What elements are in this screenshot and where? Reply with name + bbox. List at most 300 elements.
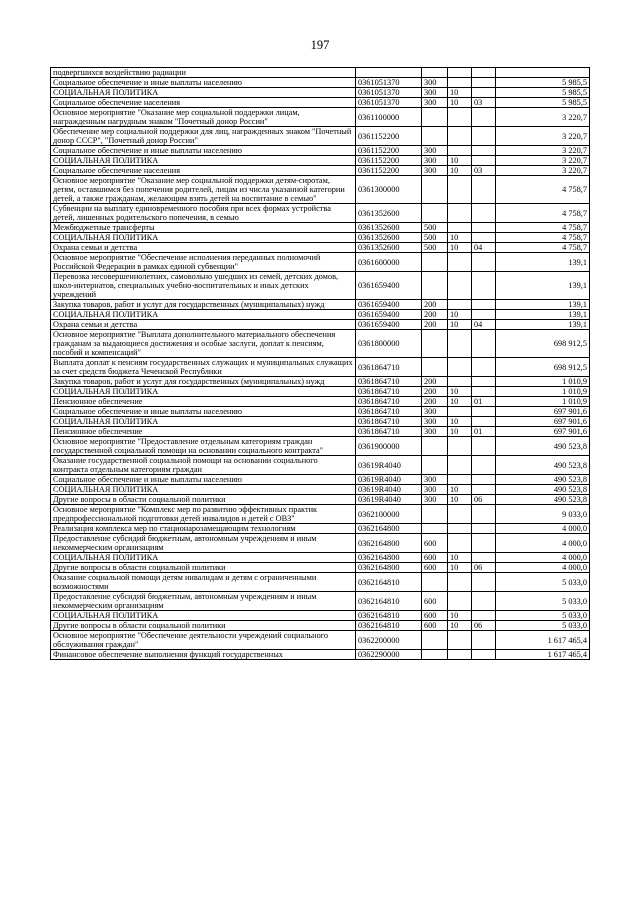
table-row	[51, 243, 590, 253]
row-name-cell: Охрана семьи и детства	[51, 243, 356, 253]
row-section-cell	[448, 456, 472, 475]
row-name-cell: Выплата доплат к пенсиям государственных служащих и муниципальных служащих за счет средств бюджета Чеченской Республики	[51, 358, 356, 377]
table-row	[51, 204, 590, 223]
table-row	[51, 377, 590, 387]
row-amount-cell: 1 617 465,4	[496, 650, 590, 660]
row-section-cell	[448, 330, 472, 358]
row-expense-type-cell	[422, 108, 448, 127]
row-expense-type-cell	[422, 437, 448, 456]
table-row	[51, 427, 590, 437]
row-code-cell: 0361864710	[356, 358, 422, 377]
row-amount-cell: 3 220,7	[496, 156, 590, 166]
row-expense-type-cell	[422, 573, 448, 592]
row-name-cell: Основное мероприятие "Обеспечение деятельности учреждений социального обслуживания граждан"	[51, 631, 356, 650]
row-code-cell: 0362290000	[356, 650, 422, 660]
table-row	[51, 330, 590, 358]
row-expense-type-cell	[422, 456, 448, 475]
row-expense-type-cell	[422, 272, 448, 300]
row-name-cell: СОЦИАЛЬНАЯ ПОЛИТИКА	[51, 387, 356, 397]
row-subsection-cell	[472, 108, 496, 127]
table-row	[51, 98, 590, 108]
row-code-cell: 0362100000	[356, 505, 422, 524]
row-code-cell: 0361864710	[356, 417, 422, 427]
row-amount-cell: 1 010,9	[496, 377, 590, 387]
row-section-cell	[448, 146, 472, 156]
row-subsection-cell	[472, 310, 496, 320]
row-subsection-cell	[472, 417, 496, 427]
row-subsection-cell	[472, 78, 496, 88]
table-row	[51, 166, 590, 176]
row-section-cell	[448, 223, 472, 233]
row-name-cell: Межбюджетные трансферты	[51, 223, 356, 233]
row-expense-type-cell: 300	[422, 485, 448, 495]
table-row	[51, 68, 590, 78]
table-row	[51, 621, 590, 631]
row-expense-type-cell: 200	[422, 320, 448, 330]
row-section-cell	[448, 204, 472, 223]
row-code-cell: 0361152200	[356, 156, 422, 166]
row-name-cell: Социальное обеспечение населения	[51, 98, 356, 108]
table-row	[51, 253, 590, 272]
row-subsection-cell	[472, 611, 496, 621]
row-expense-type-cell: 300	[422, 495, 448, 505]
row-amount-cell: 698 912,5	[496, 358, 590, 377]
row-expense-type-cell: 200	[422, 397, 448, 407]
row-name-cell: Основное мероприятие "Комплекс мер по развитию эффективных практик предпрофессиональной подготовки детей инвалидов и детей с ОВЗ"	[51, 505, 356, 524]
row-subsection-cell	[472, 358, 496, 377]
row-subsection-cell	[472, 156, 496, 166]
row-code-cell: 0361864710	[356, 387, 422, 397]
table-row	[51, 534, 590, 553]
row-name-cell: Другие вопросы в области социальной политики	[51, 563, 356, 573]
row-name-cell: СОЦИАЛЬНАЯ ПОЛИТИКА	[51, 233, 356, 243]
row-expense-type-cell: 300	[422, 407, 448, 417]
row-amount-cell: 139,1	[496, 310, 590, 320]
row-subsection-cell: 04	[472, 243, 496, 253]
table-row	[51, 78, 590, 88]
table-row	[51, 146, 590, 156]
row-amount-cell: 1 010,9	[496, 397, 590, 407]
table-row	[51, 456, 590, 475]
row-expense-type-cell: 600	[422, 553, 448, 563]
row-section-cell: 10	[448, 98, 472, 108]
row-code-cell: 03619R4040	[356, 475, 422, 485]
row-expense-type-cell	[422, 253, 448, 272]
row-section-cell: 10	[448, 88, 472, 98]
row-section-cell: 10	[448, 320, 472, 330]
row-subsection-cell	[472, 485, 496, 495]
row-name-cell: Пенсионное обеспечение	[51, 427, 356, 437]
row-name-cell: СОЦИАЛЬНАЯ ПОЛИТИКА	[51, 553, 356, 563]
table-row	[51, 176, 590, 204]
row-expense-type-cell: 300	[422, 156, 448, 166]
row-section-cell: 10	[448, 233, 472, 243]
row-subsection-cell	[472, 475, 496, 485]
row-expense-type-cell: 300	[422, 88, 448, 98]
row-subsection-cell	[472, 650, 496, 660]
row-amount-cell: 4 758,7	[496, 223, 590, 233]
table-row	[51, 156, 590, 166]
row-name-cell: СОЦИАЛЬНАЯ ПОЛИТИКА	[51, 611, 356, 621]
row-code-cell: 0361659400	[356, 300, 422, 310]
row-amount-cell: 4 758,7	[496, 243, 590, 253]
row-amount-cell: 697 901,6	[496, 407, 590, 417]
row-section-cell	[448, 68, 472, 78]
table-row	[51, 127, 590, 146]
row-expense-type-cell: 500	[422, 223, 448, 233]
row-amount-cell: 4 758,7	[496, 176, 590, 204]
row-amount-cell: 5 033,0	[496, 592, 590, 611]
table-row	[51, 108, 590, 127]
row-subsection-cell	[472, 534, 496, 553]
row-expense-type-cell	[422, 631, 448, 650]
row-expense-type-cell: 200	[422, 387, 448, 397]
row-expense-type-cell: 300	[422, 475, 448, 485]
table-row	[51, 417, 590, 427]
row-expense-type-cell	[422, 524, 448, 534]
row-code-cell: 0361659400	[356, 310, 422, 320]
row-section-cell	[448, 505, 472, 524]
row-name-cell: Предоставление субсидий бюджетным, автономным учреждениям и иным некоммерческим организациям	[51, 534, 356, 553]
row-expense-type-cell	[422, 127, 448, 146]
row-section-cell	[448, 573, 472, 592]
row-subsection-cell	[472, 553, 496, 563]
row-section-cell: 10	[448, 563, 472, 573]
row-section-cell	[448, 78, 472, 88]
row-amount-cell: 3 220,7	[496, 108, 590, 127]
row-subsection-cell	[472, 253, 496, 272]
row-expense-type-cell: 500	[422, 243, 448, 253]
row-amount-cell: 3 220,7	[496, 127, 590, 146]
row-subsection-cell	[472, 127, 496, 146]
row-amount-cell: 490 523,8	[496, 456, 590, 475]
row-expense-type-cell: 600	[422, 534, 448, 553]
row-code-cell: 0362164810	[356, 573, 422, 592]
row-section-cell	[448, 377, 472, 387]
row-section-cell: 10	[448, 427, 472, 437]
row-amount-cell: 698 912,5	[496, 330, 590, 358]
row-amount-cell: 490 523,8	[496, 437, 590, 456]
row-expense-type-cell	[422, 330, 448, 358]
table-row	[51, 611, 590, 621]
table-row	[51, 387, 590, 397]
row-code-cell: 0361659400	[356, 272, 422, 300]
row-subsection-cell	[472, 524, 496, 534]
row-amount-cell: 5 033,0	[496, 621, 590, 631]
row-amount-cell: 1 010,9	[496, 387, 590, 397]
table-row	[51, 397, 590, 407]
row-subsection-cell	[472, 437, 496, 456]
row-subsection-cell	[472, 223, 496, 233]
row-name-cell: подвергшихся воздействию радиации	[51, 68, 356, 78]
row-code-cell: 0361800000	[356, 330, 422, 358]
row-code-cell: 03619R4040	[356, 485, 422, 495]
row-name-cell: Закупка товаров, работ и услуг для государственных (муниципальных) нужд	[51, 377, 356, 387]
row-code-cell: 0361659400	[356, 320, 422, 330]
row-subsection-cell	[472, 456, 496, 475]
row-section-cell	[448, 650, 472, 660]
row-code-cell: 0362164810	[356, 611, 422, 621]
row-name-cell: Социальное обеспечение и иные выплаты населению	[51, 475, 356, 485]
table-row	[51, 563, 590, 573]
row-subsection-cell	[472, 272, 496, 300]
row-name-cell: Пенсионное обеспечение	[51, 397, 356, 407]
row-code-cell: 0361900000	[356, 437, 422, 456]
row-code-cell: 0361352600	[356, 223, 422, 233]
row-expense-type-cell: 600	[422, 621, 448, 631]
table-row	[51, 88, 590, 98]
table-row	[51, 310, 590, 320]
row-subsection-cell	[472, 176, 496, 204]
row-section-cell	[448, 253, 472, 272]
table-row	[51, 300, 590, 310]
row-section-cell: 10	[448, 485, 472, 495]
row-name-cell: Субвенции на выплату единовременного пособия при всех формах устройства детей, лишенных родительского попечения, в семью	[51, 204, 356, 223]
row-code-cell: 0361152200	[356, 166, 422, 176]
row-subsection-cell: 01	[472, 427, 496, 437]
table-row	[51, 407, 590, 417]
table-row	[51, 485, 590, 495]
row-amount-cell: 5 985,5	[496, 88, 590, 98]
row-section-cell: 10	[448, 495, 472, 505]
table-row	[51, 573, 590, 592]
row-amount-cell: 4 758,7	[496, 233, 590, 243]
table-row	[51, 650, 590, 660]
row-section-cell	[448, 272, 472, 300]
row-expense-type-cell	[422, 650, 448, 660]
row-code-cell: 0361051370	[356, 98, 422, 108]
table-row	[51, 223, 590, 233]
row-name-cell: Финансовое обеспечение выполнения функций государственных	[51, 650, 356, 660]
row-amount-cell: 4 000,0	[496, 534, 590, 553]
row-subsection-cell	[472, 573, 496, 592]
row-section-cell	[448, 300, 472, 310]
budget-table-body	[51, 68, 590, 660]
row-section-cell: 10	[448, 166, 472, 176]
row-expense-type-cell	[422, 204, 448, 223]
row-amount-cell: 4 000,0	[496, 563, 590, 573]
row-expense-type-cell: 300	[422, 78, 448, 88]
row-amount-cell: 490 523,8	[496, 485, 590, 495]
row-code-cell: 0361600000	[356, 253, 422, 272]
row-code-cell: 0361051370	[356, 78, 422, 88]
row-name-cell: Закупка товаров, работ и услуг для государственных (муниципальных) нужд	[51, 300, 356, 310]
row-section-cell: 10	[448, 243, 472, 253]
row-name-cell: СОЦИАЛЬНАЯ ПОЛИТИКА	[51, 310, 356, 320]
row-name-cell: Основное мероприятие "Оказание мер социальной поддержки детям-сиротам, детям, оставшимся без попечения родителей, лицам из числа указанной категории детей, а также гражданам, желающим взять детей на воспитание в семью"	[51, 176, 356, 204]
row-amount-cell: 5 033,0	[496, 611, 590, 621]
row-amount-cell: 490 523,8	[496, 495, 590, 505]
row-name-cell: Социальное обеспечение и иные выплаты населению	[51, 146, 356, 156]
row-name-cell: Другие вопросы в области социальной политики	[51, 495, 356, 505]
row-section-cell	[448, 631, 472, 650]
row-expense-type-cell: 200	[422, 310, 448, 320]
row-expense-type-cell: 300	[422, 427, 448, 437]
row-code-cell: 0361300000	[356, 176, 422, 204]
row-subsection-cell	[472, 377, 496, 387]
row-code-cell: 0361100000	[356, 108, 422, 127]
table-row	[51, 272, 590, 300]
row-name-cell: Предоставление субсидий бюджетным, автономным учреждениям и иным некоммерческим организациям	[51, 592, 356, 611]
table-row	[51, 358, 590, 377]
row-expense-type-cell: 500	[422, 233, 448, 243]
row-section-cell: 10	[448, 397, 472, 407]
row-code-cell: 0362164800	[356, 553, 422, 563]
row-section-cell	[448, 108, 472, 127]
row-code-cell: 0362164800	[356, 534, 422, 553]
row-name-cell: Обеспечение мер социальной поддержки для лиц, награжденных знаком "Почетный донор СССР", "Почетный донор России"	[51, 127, 356, 146]
row-amount-cell: 3 220,7	[496, 146, 590, 156]
row-name-cell: Охрана семьи и детства	[51, 320, 356, 330]
row-code-cell: 0362164810	[356, 621, 422, 631]
row-expense-type-cell: 200	[422, 300, 448, 310]
row-code-cell: 0361152200	[356, 127, 422, 146]
table-row	[51, 524, 590, 534]
row-expense-type-cell	[422, 68, 448, 78]
row-subsection-cell: 06	[472, 563, 496, 573]
row-subsection-cell	[472, 88, 496, 98]
row-subsection-cell	[472, 146, 496, 156]
row-section-cell: 10	[448, 611, 472, 621]
row-amount-cell: 5 033,0	[496, 573, 590, 592]
row-name-cell: Реализация комплекса мер по стационарозамещающим технологиям	[51, 524, 356, 534]
row-section-cell	[448, 127, 472, 146]
table-row	[51, 592, 590, 611]
row-name-cell: СОЦИАЛЬНАЯ ПОЛИТИКА	[51, 417, 356, 427]
row-name-cell: Основное мероприятие "Обеспечение исполнения переданных полномочий Российской Федерации в рамках единой субвенции"	[51, 253, 356, 272]
row-amount-cell: 139,1	[496, 253, 590, 272]
table-row	[51, 233, 590, 243]
row-amount-cell: 5 985,5	[496, 78, 590, 88]
row-amount-cell: 3 220,7	[496, 166, 590, 176]
row-name-cell: Основное мероприятие "Оказание мер социальной поддержки лицам, награжденным нагрудным знаком "Почетный донор России"	[51, 108, 356, 127]
row-section-cell	[448, 176, 472, 204]
row-expense-type-cell: 300	[422, 146, 448, 156]
table-row	[51, 495, 590, 505]
row-subsection-cell	[472, 505, 496, 524]
row-subsection-cell	[472, 631, 496, 650]
row-section-cell	[448, 592, 472, 611]
row-expense-type-cell	[422, 505, 448, 524]
row-code-cell: 0361152200	[356, 146, 422, 156]
row-subsection-cell	[472, 204, 496, 223]
row-subsection-cell: 03	[472, 98, 496, 108]
row-name-cell: Другие вопросы в области социальной политики	[51, 621, 356, 631]
row-subsection-cell: 01	[472, 397, 496, 407]
row-amount-cell: 139,1	[496, 320, 590, 330]
row-name-cell: СОЦИАЛЬНАЯ ПОЛИТИКА	[51, 485, 356, 495]
row-amount-cell: 139,1	[496, 300, 590, 310]
row-code-cell: 0362200000	[356, 631, 422, 650]
row-code-cell: 0361352600	[356, 233, 422, 243]
row-amount-cell: 5 985,5	[496, 98, 590, 108]
row-section-cell	[448, 524, 472, 534]
row-section-cell	[448, 534, 472, 553]
row-section-cell: 10	[448, 387, 472, 397]
row-subsection-cell: 03	[472, 166, 496, 176]
row-amount-cell: 1 617 465,4	[496, 631, 590, 650]
row-section-cell: 10	[448, 310, 472, 320]
row-amount-cell: 4 000,0	[496, 524, 590, 534]
row-code-cell: 0362164800	[356, 563, 422, 573]
row-subsection-cell	[472, 330, 496, 358]
row-section-cell	[448, 358, 472, 377]
row-amount-cell: 4 758,7	[496, 204, 590, 223]
row-expense-type-cell: 600	[422, 563, 448, 573]
row-code-cell: 0361864710	[356, 377, 422, 387]
row-expense-type-cell: 300	[422, 417, 448, 427]
row-expense-type-cell	[422, 358, 448, 377]
row-amount-cell: 490 523,8	[496, 475, 590, 485]
row-section-cell	[448, 475, 472, 485]
row-section-cell: 10	[448, 553, 472, 563]
row-section-cell	[448, 437, 472, 456]
row-section-cell	[448, 407, 472, 417]
row-subsection-cell: 06	[472, 621, 496, 631]
table-row	[51, 631, 590, 650]
table-row	[51, 437, 590, 456]
row-expense-type-cell: 300	[422, 98, 448, 108]
row-code-cell: 0361352600	[356, 243, 422, 253]
row-section-cell: 10	[448, 417, 472, 427]
row-subsection-cell: 04	[472, 320, 496, 330]
row-code-cell: 03619R4040	[356, 495, 422, 505]
row-expense-type-cell: 600	[422, 592, 448, 611]
table-row	[51, 505, 590, 524]
row-section-cell: 10	[448, 156, 472, 166]
row-amount-cell: 697 901,6	[496, 417, 590, 427]
row-subsection-cell	[472, 592, 496, 611]
row-name-cell: Основное мероприятие "Предоставление отдельным категориям граждан государственной социальной помощи на основании социального контракта"	[51, 437, 356, 456]
row-name-cell: Социальное обеспечение и иные выплаты населению	[51, 407, 356, 417]
row-expense-type-cell: 600	[422, 611, 448, 621]
row-subsection-cell	[472, 407, 496, 417]
row-name-cell: СОЦИАЛЬНАЯ ПОЛИТИКА	[51, 88, 356, 98]
row-code-cell: 0361352600	[356, 204, 422, 223]
table-row	[51, 475, 590, 485]
page-number: 197	[310, 38, 330, 52]
row-code-cell: 0362164810	[356, 592, 422, 611]
row-subsection-cell	[472, 233, 496, 243]
row-subsection-cell	[472, 387, 496, 397]
budget-table	[50, 67, 590, 660]
row-code-cell: 0361864710	[356, 397, 422, 407]
row-code-cell: 0362164800	[356, 524, 422, 534]
table-row	[51, 553, 590, 563]
row-name-cell: Социальное обеспечение и иные выплаты населению	[51, 78, 356, 88]
row-subsection-cell: 06	[472, 495, 496, 505]
row-expense-type-cell	[422, 176, 448, 204]
row-amount-cell: 9 033,0	[496, 505, 590, 524]
row-name-cell: СОЦИАЛЬНАЯ ПОЛИТИКА	[51, 156, 356, 166]
row-name-cell: Оказание государственной социальной помощи на основании социального контракта отдельным категориям граждан	[51, 456, 356, 475]
row-code-cell: 0361051370	[356, 88, 422, 98]
row-expense-type-cell: 200	[422, 377, 448, 387]
row-amount-cell	[496, 68, 590, 78]
row-name-cell: Основное мероприятие "Выплата дополнительного материального обеспечения гражданам за выдающиеся достижения и особые заслуги, доплат к пенсиям, пособий и компенсаций"	[51, 330, 356, 358]
row-expense-type-cell: 300	[422, 166, 448, 176]
row-amount-cell: 139,1	[496, 272, 590, 300]
row-section-cell: 10	[448, 621, 472, 631]
row-name-cell: Оказание социальной помощи детям инвалидам и детям с ограниченными возможностями	[51, 573, 356, 592]
row-amount-cell: 697 901,6	[496, 427, 590, 437]
table-row	[51, 320, 590, 330]
row-name-cell: Перевозка несовершеннолетних, самовольно ушедших из семей, детских домов, школ-интернатов, специальных учебно-воспитательных и иных детских учреждений	[51, 272, 356, 300]
row-subsection-cell	[472, 300, 496, 310]
row-code-cell: 03619R4040	[356, 456, 422, 475]
row-code-cell	[356, 68, 422, 78]
row-name-cell: Социальное обеспечение населения	[51, 166, 356, 176]
